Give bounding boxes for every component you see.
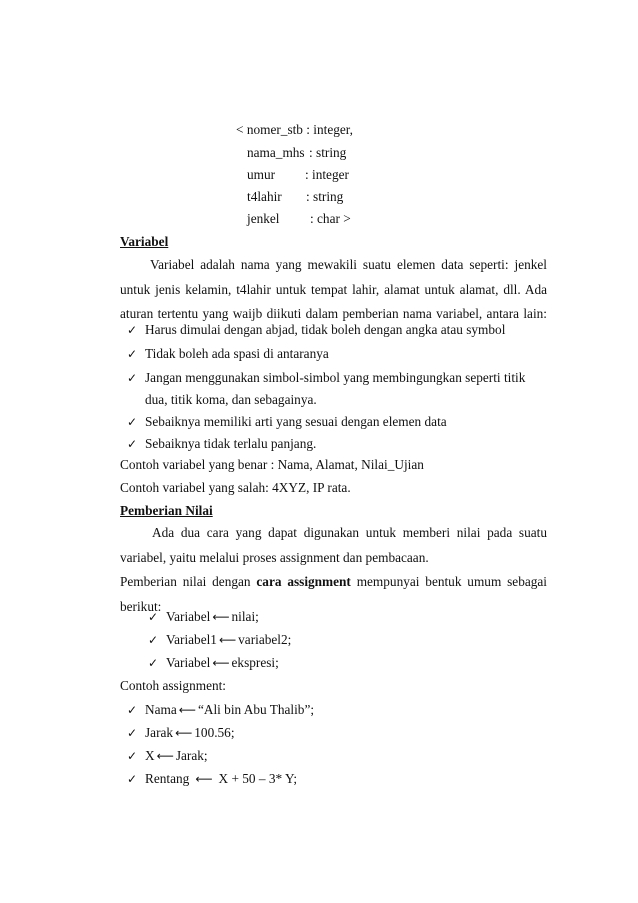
list-item-text: Tidak boleh ada spasi di antaranya xyxy=(145,346,329,361)
list-item xyxy=(127,436,316,452)
assignment-form xyxy=(148,609,259,625)
arrow-left-icon: ⟵ xyxy=(218,633,237,647)
list-item-text: Sebaiknya memiliki arti yang sesuai dengan elemen data xyxy=(145,414,447,429)
list-item xyxy=(127,322,505,338)
field-type: : integer xyxy=(305,167,349,182)
arrow-left-icon: ⟵ xyxy=(175,726,193,740)
paragraph-line: Ada dua cara yang dapat digunakan untuk memberi nilai pada suatu xyxy=(152,525,547,540)
field-type: : string xyxy=(309,145,347,160)
paragraph-line: variabel, yaitu melalui proses assignment dan pembacaan. xyxy=(120,549,429,565)
checkmark-icon: ✓ xyxy=(148,656,159,670)
checkmark-icon: ✓ xyxy=(127,772,138,786)
checkmark-icon: ✓ xyxy=(127,703,138,717)
text-run: Pemberian nilai dengan xyxy=(120,574,251,589)
example-heading: Contoh assignment: xyxy=(120,678,227,693)
assignment-example xyxy=(127,748,208,764)
list-item-continuation: dua, titik koma, dan sebagainya. xyxy=(145,392,317,407)
list-item xyxy=(127,370,525,386)
field-name: umur xyxy=(247,167,276,182)
example-lhs: X xyxy=(145,748,155,763)
example-rhs: X + 50 – 3* Y; xyxy=(218,771,298,786)
paragraph-line: Variabel adalah nama yang mewakili suatu elemen data seperti: jenkel xyxy=(150,257,547,272)
section-heading-variabel: Variabel xyxy=(120,234,169,249)
checkmark-icon: ✓ xyxy=(127,323,138,337)
assignment-form xyxy=(148,655,279,671)
arrow-left-icon: ⟵ xyxy=(178,703,196,717)
checkmark-icon: ✓ xyxy=(127,726,138,740)
example-rhs: “Ali bin Abu Thalib”; xyxy=(197,702,315,717)
form-lhs: Variabel1 xyxy=(166,632,217,647)
example-rhs: 100.56; xyxy=(194,725,235,740)
form-rhs: ekspresi; xyxy=(231,655,279,670)
example-lhs: Nama xyxy=(145,702,177,717)
paragraph-line: untuk jenis kelamin, t4lahir untuk tempat lahir, alamat untuk alamat, dll. Ada xyxy=(120,281,547,297)
checkmark-icon: ✓ xyxy=(127,347,138,361)
arrow-left-icon: ⟵ xyxy=(195,772,213,786)
list-item xyxy=(127,346,329,362)
field-type: : char > xyxy=(310,211,351,226)
paragraph-line: berikut: xyxy=(120,598,162,614)
list-item-text: Sebaiknya tidak terlalu panjang. xyxy=(145,436,317,451)
example-correct: Contoh variabel yang benar : Nama, Alamat, Nilai_Ujian xyxy=(120,457,424,472)
arrow-left-icon: ⟵ xyxy=(212,656,230,670)
record-line-1: < nomer_stb : integer, xyxy=(236,122,354,137)
list-item xyxy=(127,414,447,430)
arrow-left-icon: ⟵ xyxy=(212,610,230,624)
list-item-text: Jangan menggunakan simbol-simbol yang membingungkan seperti titik xyxy=(145,370,526,385)
paragraph-line xyxy=(120,570,547,595)
example-lhs: Jarak xyxy=(145,725,174,740)
checkmark-icon: ✓ xyxy=(127,415,138,429)
example-rhs: Jarak; xyxy=(175,748,208,763)
text-run: mempunyai bentuk umum sebagai xyxy=(356,574,547,589)
form-lhs: Variabel xyxy=(166,655,211,670)
assignment-example xyxy=(127,771,297,787)
field-name: nama_mhs xyxy=(247,145,305,160)
arrow-left-icon: ⟵ xyxy=(156,749,174,763)
assignment-example xyxy=(127,702,314,718)
form-rhs: variabel2; xyxy=(238,632,292,647)
checkmark-icon: ✓ xyxy=(148,633,159,647)
field-type: : string xyxy=(306,189,344,204)
list-item-text: Harus dimulai dengan abjad, tidak boleh dengan angka atau symbol xyxy=(145,322,506,337)
section-heading-pemberian-nilai: Pemberian Nilai xyxy=(120,503,213,518)
form-rhs: nilai; xyxy=(231,609,259,624)
variabel-paragraph xyxy=(120,253,547,327)
form-lhs: Variabel xyxy=(166,609,211,624)
field-name: t4lahir xyxy=(247,189,282,204)
bold-term: cara assignment xyxy=(256,574,351,589)
assignment-form xyxy=(148,632,291,648)
checkmark-icon: ✓ xyxy=(127,749,138,763)
example-lhs: Rentang xyxy=(145,771,190,786)
paragraph-line: aturan tertentu yang waijb diikuti dalam pemberian nama variabel, antara lain: xyxy=(120,306,547,321)
assignment-example xyxy=(127,725,235,741)
pemberian-paragraph xyxy=(120,521,547,619)
checkmark-icon: ✓ xyxy=(127,437,138,451)
example-wrong: Contoh variabel yang salah: 4XYZ, IP rata. xyxy=(120,480,351,495)
checkmark-icon: ✓ xyxy=(148,610,159,624)
field-name: jenkel xyxy=(247,211,280,226)
checkmark-icon: ✓ xyxy=(127,371,138,385)
